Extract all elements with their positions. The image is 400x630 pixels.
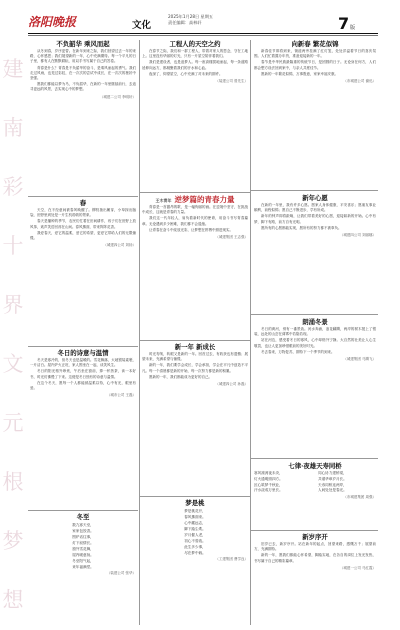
- article-title: 春: [79, 199, 87, 207]
- article-byline: （装建公司 曾先生）: [215, 79, 248, 84]
- article-title: 工程人的天空之约: [169, 40, 221, 48]
- article-title: 不负韶华 乘风而起: [56, 40, 110, 48]
- watermark-char: 十: [2, 234, 24, 258]
- article-paragraph: 愿新的一年，我们都能成为更好的自己。: [149, 374, 212, 379]
- article-new-spring: [254, 40, 376, 188]
- article-title: 新岁序开: [302, 533, 328, 541]
- article-paragraph: 时光匆匆，转眼又是新的一年。回首过去，有收获也有遗憾；展望未来，充满希望与憧憬。: [142, 352, 248, 362]
- article-paragraph: 新的一年，愿我们都能心怀希望，脚踏实地，在各自的岗位上发光发热，书写属于自己的精彩篇章。: [254, 553, 376, 563]
- article-engineers-sky: [142, 40, 248, 190]
- row-divider: [140, 496, 250, 497]
- poem-line: 初心不曾改。: [184, 539, 206, 543]
- row-divider: [28, 510, 138, 511]
- editor-credit: 责任编辑：高林轩: [168, 20, 202, 25]
- article-youth: [30, 40, 136, 194]
- article-winter-poetry: [30, 349, 136, 508]
- article-paragraph: 在春节之际，我们和一群工程人，带着对家人的思念，守在工地上。这里没有华丽的灯光，只有一片星空陪伴着我们。: [142, 49, 248, 59]
- article-new-year-wish: [254, 194, 376, 312]
- column-divider: [139, 40, 140, 625]
- poem-line: 灯火通明照四方。: [254, 476, 283, 481]
- row-divider: [251, 190, 378, 191]
- article-byline: （城建集团 王志强）: [215, 235, 248, 240]
- article-byline: （城建四公司 刘丽娜）: [339, 233, 376, 238]
- poem-line: 灯下叙情长。: [72, 541, 94, 545]
- poem-byline: （工建集团 曹学良）: [215, 557, 248, 561]
- article-winter-scene: [254, 318, 376, 456]
- poem-line: 同心协力建桥梁，: [318, 471, 347, 475]
- watermark-char: 想: [2, 588, 24, 612]
- article-title: 新一年 新成长: [174, 343, 216, 351]
- masthead: [0, 0, 400, 42]
- poem-line: 汗水浇成万里长。: [254, 488, 283, 493]
- article-new-year-begins: [254, 533, 376, 627]
- page-number: 7版: [338, 14, 356, 33]
- article-paragraph: 新春佳节即将到来，街道两旁挂满了红灯笼，处处洋溢着节日的喜庆氛围。人们忙着置办年货，准备迎接新的一年。: [254, 49, 376, 59]
- watermark-char: 南: [2, 116, 24, 140]
- article-paragraph: 旧岁已去，新岁序开。站在新年的起点，回望来路，感慨万千；展望前方，充满期待。: [254, 542, 376, 552]
- poem-line: 人间处处是春光。: [318, 488, 347, 493]
- watermark-char: 界: [2, 293, 24, 317]
- title-main: 逆梦篇的青春力量: [174, 195, 235, 204]
- header-rule-thin: [28, 35, 378, 36]
- poem-line: 匠心筑梦千秋业，: [254, 482, 283, 487]
- poem-line: 寒风凛冽夜未央，: [254, 471, 283, 475]
- watermark-char: 梦: [2, 529, 24, 553]
- article-paragraph: 从冬到春，岁序更替。在新年到来之际，我们回望过去一年的来路，心怀感恩；我们展望新的一年，心中充满期待。每一个平凡的日子里，都有人在默默耕耘，用双手书写属于自己的答卷。: [30, 49, 136, 64]
- poem-line: 共谱华章岁月长。: [318, 476, 347, 481]
- column-divider: [250, 40, 251, 625]
- poem-line: 梦是桃花开，: [184, 509, 206, 513]
- article-byline: （城建四公司 孙磊）: [215, 382, 248, 387]
- article-byline: （城建二公司 李明轩）: [99, 94, 136, 99]
- row-divider: [140, 340, 250, 341]
- poem-body: [254, 471, 376, 494]
- article-paragraph: 在新的一年里，我有许多心愿。愿家人身体健康，平安喜乐；愿朋友事业顺利，前程似锦；愿自己不断进步，学有所成。: [254, 203, 376, 213]
- poem-line: 天寿同桥连两岸，: [318, 482, 347, 487]
- section-title: 文化: [132, 20, 152, 31]
- article-byline: （城建集团 马腾飞）: [343, 357, 376, 362]
- poem-line: 冬至阳气起，: [72, 559, 94, 563]
- article-paragraph: 让青春在奋斗中绽放光彩，让梦想在拼搏中照进现实。: [149, 227, 233, 232]
- article-paragraph: 春节是中华民族最隆重的传统节日，是团圆的日子。无论身在何方，人们都会想方设法回到家中，与亲人共度佳节。: [254, 60, 376, 70]
- article-paragraph: 冬日的阳光格外珍贵，午后坐在窗前，捧一杯热茶，读一本好书，时光仿佛慢了下来。这便是冬日独有的诗意与温情。: [30, 369, 136, 379]
- watermark-column: [0, 40, 26, 630]
- article-paragraph: 我们这一代年轻人，肩负着新时代的使命，用奋斗书写青春篇章。无论遇到多少困难，我们都不会退缩。: [142, 216, 248, 226]
- poem-line: 春风拂面来。: [184, 515, 206, 519]
- poem-line: 此生多少事，: [184, 545, 206, 549]
- article-paragraph: 夜深了，仰望星空，心中充满了对未来的期许。: [149, 71, 223, 76]
- poem-title: 七律·夜雄天寿同桥: [288, 462, 342, 470]
- article-paragraph: 春天是播种的季节，农民们忙着在田间耕作，孩子们在田野上放风筝，欢声笑语回荡在山间。春风拂面，带来阵阵花香。: [30, 219, 136, 229]
- newspaper-logo: 洛阳晚报: [28, 15, 77, 29]
- watermark-char: 元: [2, 411, 24, 435]
- row-divider: [251, 458, 378, 459]
- article-paragraph: 冬天是寒冷的，但冬天也是温暖的。雪花飘落，大地银装素裹，一片洁白。屋内炉火正旺，家人围坐在一起，谈笑风生。: [30, 358, 136, 368]
- article-title: 新年心愿: [302, 194, 328, 202]
- title-prefix: 王木青年: [155, 198, 172, 203]
- article-paragraph: 站在河边，感受着冬日的寒风，心中却格外宁静。大自然的壮美让人心生敬畏，也让人更加珍惜眼前的美好时光。: [254, 338, 376, 348]
- watermark-char: 文: [2, 352, 24, 376]
- poem-line: 家家包饺香。: [72, 529, 94, 533]
- poem-byline: （市城建集团 周强）: [343, 495, 376, 500]
- article-paragraph: 在这个冬天，愿每一个人都能被温柔以待，心中有光，眼里有爱。: [30, 380, 136, 391]
- article-paragraph: 新的一年，我们要学会成长，学会承担，学会在平凡中创造不平凡。每一个清晨都是新的开始，每一次努力都是新的积累。: [142, 363, 248, 373]
- article-paragraph: 愿新的一年繁花似锦，万事胜意，家家幸福安康。: [261, 71, 338, 76]
- article-byline: （城建四公司 刘扬）: [103, 243, 136, 248]
- article-byline: （市城建公司 谢迅）: [343, 79, 376, 84]
- row-divider: [28, 346, 138, 347]
- poem-line: 岁月催人老，: [184, 533, 206, 537]
- article-title: [142, 195, 248, 205]
- article-spring: [30, 199, 136, 344]
- poem-winter-solstice: [30, 513, 136, 627]
- poem-line: 数九寒天至，: [72, 523, 94, 527]
- article-title: 向新春 繁花似锦: [291, 40, 339, 48]
- article-title: 冬日的诗意与温情: [57, 349, 109, 357]
- article-paragraph: 新年的钟声即将敲响，让我们带着美好的心愿，迎接崭新的开始。心中有梦，脚下有路，前方自有光明。: [254, 214, 376, 224]
- article-new-year-growth: [142, 343, 248, 494]
- page-suffix: 版: [350, 25, 356, 31]
- poem-qilv: [254, 462, 376, 528]
- article-byline: （城市公司 王磊）: [106, 393, 136, 398]
- article-paragraph: 我们是建设者，也是追梦人。每一座高楼拔地而起，每一条道路延伸向远方，都凝聚着我们的汗水和心血。: [142, 60, 248, 70]
- row-divider: [251, 314, 378, 315]
- article-paragraph: 青春是什么？青春是不负韶华的奋斗，是乘风而起的勇气。我们走过风雨，也见过彩虹，在一次次的尝试中成长，在一次次的挫折中坚强。: [30, 65, 136, 81]
- watermark-char: 彩: [2, 175, 24, 199]
- article-paragraph: 愿我们都能以梦为马，不负韶华，在新的一年里继续前行，去追寻更远的风景，去实现心中的梦想。: [30, 82, 136, 92]
- article-paragraph: 冬日的黄河，别有一番景致。河水奔涌，浪花翻腾，两岸的树木披上了银装，远处的山峦在薄雾中若隐若现。: [254, 327, 376, 337]
- poem-title: 冬至: [76, 513, 90, 521]
- header-rule: [28, 33, 378, 34]
- row-divider: [251, 530, 378, 531]
- poem-line: 窗外雪花舞，: [72, 547, 94, 551]
- article-paragraph: 愿所有的心愿都能实现，愿所有的努力都不被辜负。: [261, 225, 342, 230]
- watermark-char: 根: [2, 470, 24, 494]
- watermark-char: 建: [2, 57, 24, 81]
- article-title: 朗涌冬景: [302, 318, 328, 326]
- row-divider: [140, 192, 250, 193]
- article-paragraph: 我爱春天，爱它的温柔，爱它的希望，更爱它带给人们的无限憧憬。: [30, 230, 136, 241]
- article-paragraph: 天空，在不经意间被春风唤醒了。柳枝抽出嫩芽，小草探出脑袋，田野里到处是一片生机勃勃的景象。: [30, 208, 136, 218]
- article-youth-power: [142, 195, 248, 338]
- poem-line: 尽在梦中载。: [184, 551, 206, 555]
- poem-line: 围炉话往事，: [72, 535, 94, 539]
- poem-line: 脚下踏尘埃。: [184, 527, 206, 531]
- issue-date: 2025年1月28日 星期五: [168, 14, 214, 19]
- article-byline: （城建一公司 马红霞）: [339, 565, 376, 570]
- row-divider: [28, 196, 138, 197]
- poem-line: 来年福满堂。: [72, 565, 94, 569]
- poem-title: 梦是桃: [185, 499, 205, 507]
- poem-line: 屋内暖意扬。: [72, 553, 94, 557]
- poem-line: 心中藏远志，: [184, 521, 206, 525]
- poem-dream-peach: [142, 499, 248, 627]
- article-paragraph: 冬去春来，万物复苏，期待下一个季节的到来。: [261, 349, 335, 354]
- poem-byline: （装建公司 张华）: [106, 571, 136, 575]
- dateline: [168, 14, 213, 26]
- article-paragraph: 青春是一首激昂的歌，是一幅绚丽的画。在逆境中坚守，在挑战中成长，这就是青春的力量。: [142, 205, 248, 215]
